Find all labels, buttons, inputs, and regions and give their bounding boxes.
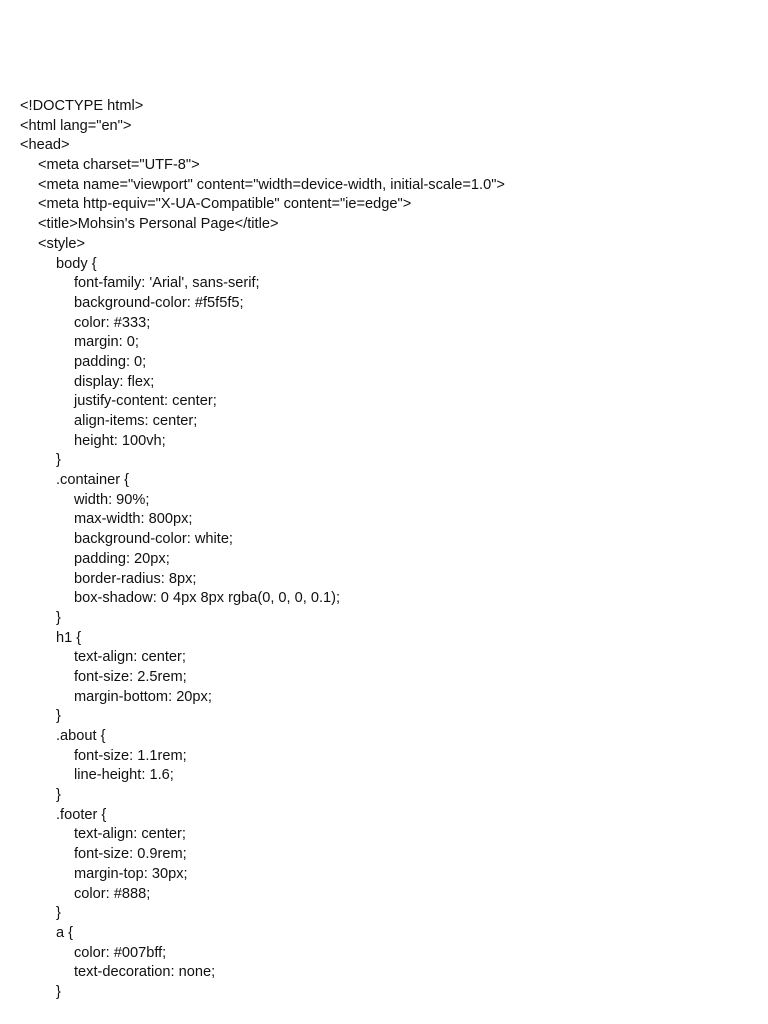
code-line: <!DOCTYPE html> [20,98,144,114]
code-line: <title>Mohsin's Personal Page</title> [38,216,279,233]
code-line: <style> [38,235,86,252]
code-line: <meta http-equiv="X-UA-Compatible" content="ie=edge"> [38,196,412,213]
code-line: text-align: center; [74,649,186,666]
code-line: } [56,905,61,922]
code-line: <meta charset="UTF-8"> [38,157,200,174]
code-line: width: 90%; [74,491,150,508]
code-line: margin: 0; [74,334,139,351]
code-document [20,97,760,1003]
code-line: body { [56,255,97,272]
code-line: align-items: center; [74,413,198,429]
code-line: } [56,708,61,725]
code-line: font-size: 0.9rem; [74,846,187,863]
code-line: } [56,983,61,1000]
code-line: .container { [56,472,130,489]
code-line: padding: 20px; [74,550,170,567]
code-line: } [56,452,61,469]
code-line: } [56,609,61,626]
code-line: background-color: #f5f5f5; [74,294,244,311]
code-line: display: flex; [74,373,155,390]
code-line: box-shadow: 0 4px 8px rgba(0, 0, 0, 0.1); [74,590,341,607]
code-line: color: #007bff; [74,944,167,961]
code-line: a { [56,924,74,941]
code-line: font-size: 2.5rem; [74,668,187,685]
code-line: text-align: center; [74,826,186,843]
code-line: .footer { [56,806,107,823]
code-line: border-radius: 8px; [74,570,197,587]
code-line: padding: 0; [74,353,147,370]
code-line: h1 { [56,629,82,646]
code-line: margin-top: 30px; [74,865,188,882]
code-line: text-decoration: none; [74,964,216,981]
code-line: <meta name="viewport" content="width=device-width, initial-scale=1.0"> [38,176,505,193]
code-line: line-height: 1.6; [74,767,174,784]
code-line: height: 100vh; [74,432,166,449]
code-line: margin-bottom: 20px; [74,688,212,705]
code-line: font-family: 'Arial', sans-serif; [74,275,260,292]
code-line: color: #888; [74,885,151,902]
code-line: justify-content: center; [74,393,217,410]
code-line: } [56,787,61,804]
code-line: <head> [20,137,70,154]
code-line: font-size: 1.1rem; [74,747,187,764]
code-line: max-width: 800px; [74,511,193,528]
code-line: <html lang="en"> [20,117,132,134]
code-line: color: #333; [74,314,151,331]
code-line: .about { [56,728,106,744]
code-line: background-color: white; [74,531,233,548]
